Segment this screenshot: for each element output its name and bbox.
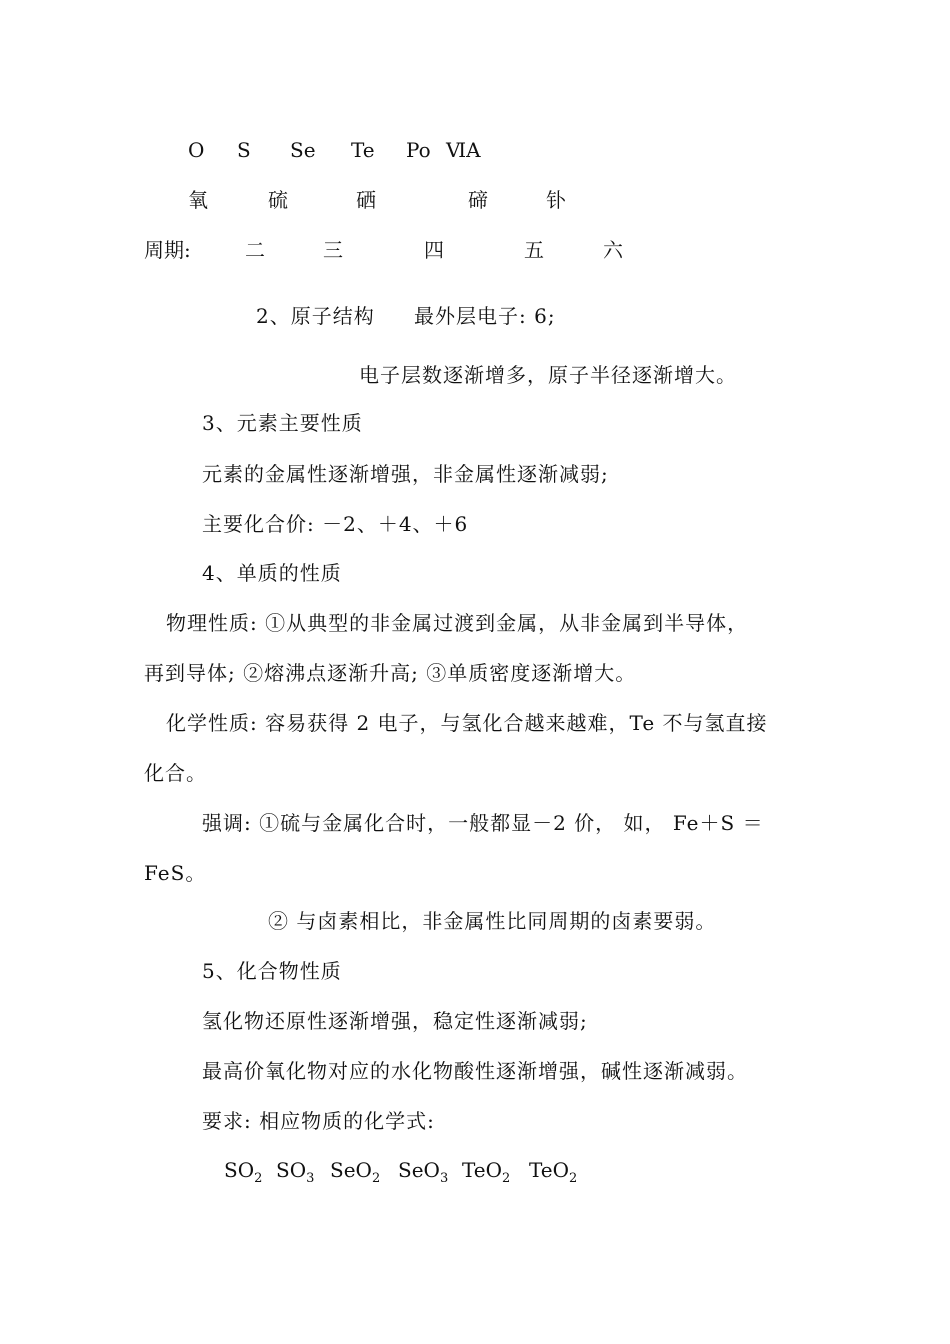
period-4: 四 [424,238,444,262]
valences-text: 主要化合价: －2、＋4、＋6 [202,512,469,536]
section-3-heading: 3、元素主要性质 [202,411,363,435]
oxide-trend-text: 最高价氧化物对应的水化物酸性逐渐增强，碱性逐渐减弱。 [202,1059,748,1083]
name-tellurium: 碲 [468,188,488,212]
period-3: 三 [323,238,343,262]
emphasis-line2: FeS。 [144,861,207,885]
period-2: 二 [245,238,265,262]
name-polonium: 钋 [546,188,566,212]
name-oxygen: 氧 [188,188,208,212]
chemical-properties-line1: 化学性质: 容易获得 2 电子，与氢化合越来越难，Te 不与氢直接 [166,711,768,735]
name-sulfur: 硫 [268,188,288,212]
symbol-tellurium: Te [351,138,375,162]
symbol-selenium: Se [290,138,316,162]
formula-seo3: SeO$_3$ [398,1158,449,1186]
period-5: 五 [524,238,544,262]
section-4-heading: 4、单质的性质 [202,561,342,585]
physical-properties-line1: 物理性质: ①从典型的非金属过渡到金属，从非金属到半导体， [166,611,749,635]
emphasis-line1: 强调: ①硫与金属化合时，一般都显－2 价， 如， Fe＋S ＝ [202,811,764,835]
hydride-trend-text: 氢化物还原性逐渐增强，稳定性逐渐减弱; [202,1009,588,1033]
formula-teo2-second: TeO$_2$ [529,1158,578,1186]
group-label: ⅥA [446,138,481,162]
periods-label: 周期: [144,238,191,262]
section-2-heading: 2、原子结构 [256,304,375,328]
section-5-heading: 5、化合物性质 [202,959,342,983]
metallic-trend-text: 元素的金属性逐渐增强，非金属性逐渐减弱; [202,462,609,486]
formula-so3: $SO_3$ [276,1158,315,1186]
requirement-text: 要求: 相应物质的化学式: [202,1109,435,1133]
formula-so2: $SO_2$ [224,1158,263,1186]
formula-teo2: TeO$_2$ [462,1158,511,1186]
name-selenium: 硒 [356,188,376,212]
symbol-sulfur: S [237,138,251,162]
symbol-oxygen: O [188,138,205,162]
period-6: 六 [603,238,623,262]
emphasis-point2: ② 与卤素相比，非金属性比同周期的卤素要弱。 [268,909,717,933]
physical-properties-line2: 再到导体; ②熔沸点逐渐升高; ③单质密度逐渐增大。 [144,661,637,685]
formula-seo2: SeO$_2$ [330,1158,381,1186]
symbol-polonium: Po [406,138,431,162]
outer-electrons-text: 最外层电子: 6; [414,304,556,328]
chemical-properties-line2: 化合。 [144,761,207,785]
atomic-radius-trend: 电子层数逐渐增多，原子半径逐渐增大。 [359,363,737,387]
